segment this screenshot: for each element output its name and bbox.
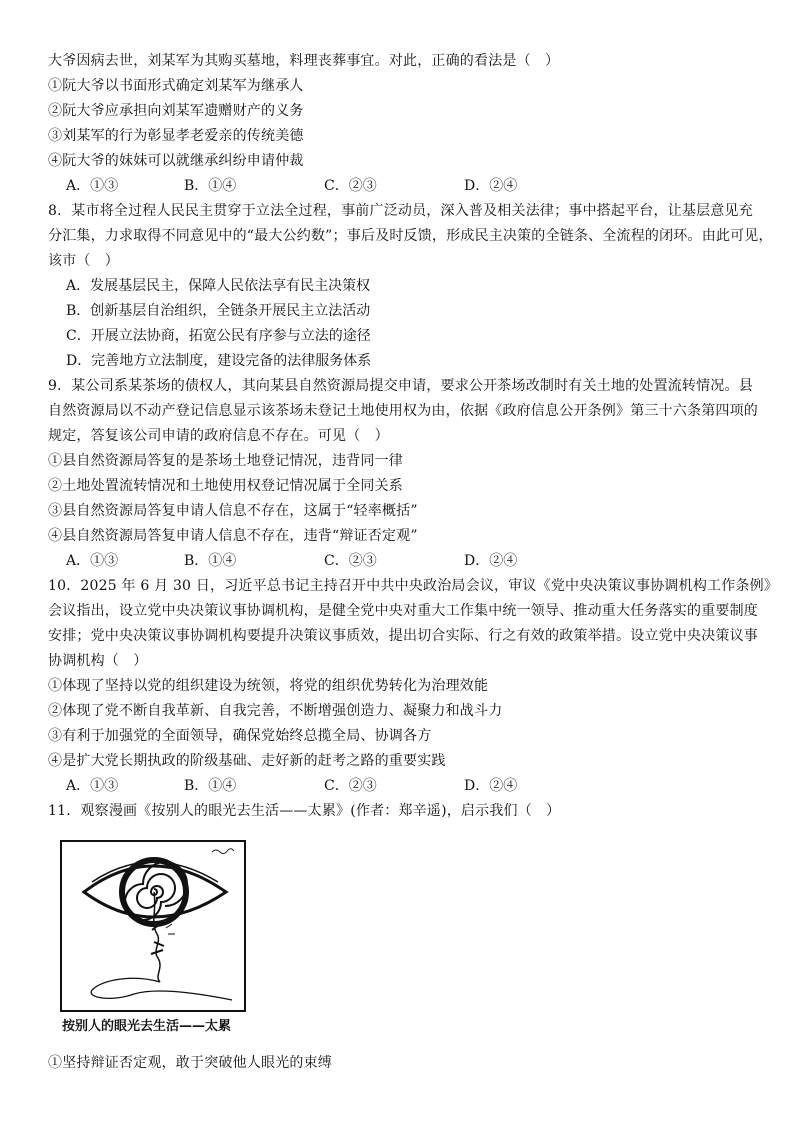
q7-item-1: ①阮大爷以书面形式确定刘某军为继承人: [48, 78, 304, 94]
eye-spiral-drawing: [62, 842, 244, 1010]
q8-choice-a: A．发展基层民主，保障人民依法享有民主决策权: [66, 278, 371, 294]
q10-stem-line-4: 协调机构（ ）: [48, 653, 148, 669]
q10-choice-d: D．②④: [464, 778, 518, 794]
q9-choice-a: A．①③: [66, 553, 119, 569]
q10-stem-line-3: 安排；党中央决策议事协调机构要提升决策议事质效，提出切合实际、行之有效的政策举措。设立党中央决策议事: [48, 628, 758, 644]
q9-item-3: ③县自然资源局答复申请人信息不存在，这属于“轻率概括”: [48, 503, 418, 519]
q9-choice-d: D．②④: [464, 553, 518, 569]
q10-item-3: ③有利于加强党的全面领导，确保党始终总揽全局、协调各方: [48, 728, 432, 744]
q9-choice-b: B．①④: [184, 553, 237, 569]
q7-item-4: ④阮大爷的妹妹可以就继承纠纷申请仲裁: [48, 153, 304, 169]
q7-choice-c: C．②③: [324, 178, 377, 194]
q8-choice-b: B．创新基层自治组织，全链条开展民主立法活动: [66, 303, 371, 319]
q11-item-1: ①坚持辩证否定观，敢于突破他人眼光的束缚: [48, 1055, 332, 1071]
q7-choice-a: A．①③: [66, 178, 119, 194]
q10-choice-b: B．①④: [184, 778, 237, 794]
q8-stem-line-2: 分汇集，力求取得不同意见中的“最大公约数”；事后及时反馈，形成民主决策的全链条、全流程的闭环。由此可见，: [48, 228, 773, 244]
q7-choice-b: B．①④: [184, 178, 237, 194]
q10-item-1: ①体现了坚持以党的组织建设为统领，将党的组织优势转化为治理效能: [48, 678, 489, 694]
q10-choice-a: A．①③: [66, 778, 119, 794]
q9-item-1: ①县自然资源局答复的是茶场土地登记情况，违背同一律: [48, 453, 403, 469]
cartoon-illustration: [60, 840, 246, 1012]
q8-stem-line-3: 该市（ ）: [48, 253, 119, 269]
q9-stem-line-1: 9．某公司系某茶场的债权人，其向某县自然资源局提交申请，要求公开茶场改制时有关土地的处置流转情况。县: [48, 378, 753, 394]
q9-item-4: ④县自然资源局答复申请人信息不存在，违背“辩证否定观”: [48, 528, 418, 544]
q10-item-2: ②体现了党不断自我革新、自我完善，不断增强创造力、凝聚力和战斗力: [48, 703, 503, 719]
q9-item-2: ②土地处置流转情况和土地使用权登记情况属于全同关系: [48, 478, 403, 494]
q7-item-2: ②阮大爷应承担向刘某军遗赠财产的义务: [48, 103, 304, 119]
q10-choice-c: C．②③: [324, 778, 377, 794]
q9-stem-line-2: 自然资源局以不动产登记信息显示该茶场未登记土地使用权为由，依据《政府信息公开条例》第三十六条第四项的: [48, 403, 758, 419]
q7-stem-tail: 大爷因病去世，刘某军为其购买墓地，料理丧葬事宜。对此，正确的看法是（ ）: [48, 53, 560, 69]
q8-choice-c: C．开展立法协商，拓宽公民有序参与立法的途径: [66, 328, 371, 344]
q8-stem-line-1: 8．某市将全过程人民民主贯穿于立法全过程，事前广泛动员，深入普及相关法律；事中搭起平台，让基层意见充: [48, 203, 753, 219]
cartoon-caption: 按别人的眼光去生活——太累: [62, 1019, 232, 1034]
q9-choice-c: C．②③: [324, 553, 377, 569]
q10-stem-line-2: 会议指出，设立党中央决策议事协调机构，是健全党中央对重大工作集中统一领导、推动重大任务落实的重要制度: [48, 603, 758, 619]
q10-item-4: ④是扩大党长期执政的阶级基础、走好新的赶考之路的重要实践: [48, 753, 446, 769]
q7-item-3: ③刘某军的行为彰显孝老爱亲的传统美德: [48, 128, 304, 144]
q9-stem-line-3: 规定，答复该公司申请的政府信息不存在。可见（ ）: [48, 428, 389, 444]
q7-choice-d: D．②④: [464, 178, 518, 194]
q10-stem-line-1: 10．2025 年 6 月 30 日，习近平总书记主持召开中共中央政治局会议，审议《党中央决策议事协调机构工作条例》: [48, 578, 779, 594]
q8-choice-d: D．完善地方立法制度，建设完备的法律服务体系: [66, 353, 372, 369]
q11-stem: 11．观察漫画《按别人的眼光去生活——太累》(作者：郑辛遥)，启示我们（ ）: [48, 803, 561, 819]
